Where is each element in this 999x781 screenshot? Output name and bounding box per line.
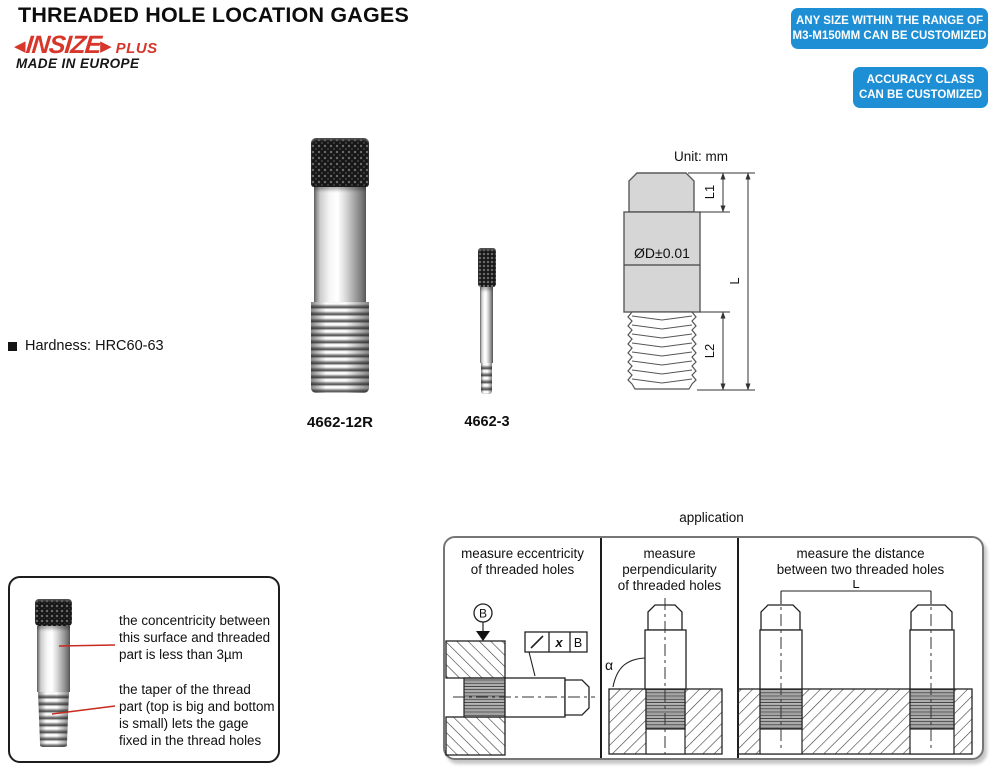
product-photo-4662-12R (310, 136, 370, 396)
badge-size-customized (791, 8, 988, 49)
gage-thread (481, 363, 492, 394)
diagram-body (624, 212, 700, 312)
note-line: part is less than 3µm (119, 647, 243, 662)
header-line: of threaded holes (617, 578, 722, 593)
panel-header-eccentricity (445, 546, 600, 578)
panel-graphic-eccentricity (445, 596, 598, 756)
logo-brand-text: INSIZE (24, 31, 102, 59)
diagram-cap (629, 173, 694, 212)
header-line: measure eccentricity (461, 546, 584, 561)
note-line: the taper of the thread (119, 682, 251, 697)
datum-triangle-icon (476, 631, 490, 641)
header-line: between two threaded holes (776, 562, 945, 577)
note-line: fixed in the thread holes (119, 733, 262, 748)
dim-label-l1: L1 (702, 184, 717, 200)
logo-plus-text: PLUS (115, 40, 158, 57)
gdt-frame (525, 632, 587, 676)
gage-body (314, 187, 366, 302)
diagram-thread (628, 312, 696, 389)
header-line: of threaded holes (470, 562, 575, 577)
gdt-cell-x: x (555, 635, 563, 650)
diagram-diameter-label: ØD±0.01 (634, 245, 690, 261)
knurled-cap (311, 138, 369, 187)
datum-circle-label: B (478, 606, 488, 621)
product-model-label: 4662-12R (307, 414, 373, 431)
logo-tagline: MADE IN EUROPE (16, 56, 140, 71)
application-box (443, 536, 984, 760)
badge-line: CAN BE CUSTOMIZED (858, 88, 983, 101)
note-line: the concentricity between (119, 613, 271, 628)
gdt-cell-b: B (573, 636, 583, 650)
note-line: is small) lets the gage (119, 716, 249, 731)
note-concentricity (119, 612, 279, 663)
header-line: perpendicularity (622, 562, 717, 577)
diagram-unit-label: Unit: mm (674, 149, 728, 164)
feature-callout-box (8, 576, 280, 763)
hardness-spec (8, 338, 164, 354)
logo-right-arrow-icon: ▶ (100, 38, 112, 55)
badge-line: ACCURACY CLASS (866, 73, 975, 86)
angle-arc (613, 658, 645, 687)
logo-left-arrow-icon: ◀ (14, 38, 26, 55)
dim-label-l: L (727, 277, 742, 285)
gage-body (480, 287, 493, 363)
badge-line: M3-M150MM CAN BE CUSTOMIZED (792, 29, 987, 42)
panel-header-perpendicularity (602, 546, 737, 594)
panel-header-distance (739, 546, 982, 578)
brand-logo (14, 31, 158, 57)
header-line: measure the distance (796, 546, 925, 561)
page-title: THREADED HOLE LOCATION GAGES (18, 3, 410, 27)
note-taper (119, 681, 287, 749)
dim-label-l2: L2 (702, 343, 717, 359)
panel-graphic-perpendicularity (600, 596, 735, 756)
knurled-cap (478, 248, 496, 287)
dimension-diagram (612, 144, 772, 406)
application-title: application (679, 510, 744, 525)
badge-line: ANY SIZE WITHIN THE RANGE OF (796, 14, 983, 27)
badge-accuracy-customized (853, 67, 988, 108)
panel-graphic-distance (737, 580, 980, 756)
product-photo-4662-3 (477, 248, 497, 396)
note-line: this surface and threaded (119, 630, 271, 645)
gage-thread (311, 302, 369, 393)
angle-label: α (605, 657, 614, 673)
distance-dimension-line (781, 591, 931, 604)
hardness-text: Hardness: HRC60-63 (25, 338, 164, 354)
header-line: measure (643, 546, 696, 561)
product-model-label: 4662-3 (464, 414, 510, 430)
note-line: part (top is big and bottom (119, 699, 275, 714)
distance-label: L (852, 580, 860, 591)
bullet-square-icon (8, 342, 17, 351)
